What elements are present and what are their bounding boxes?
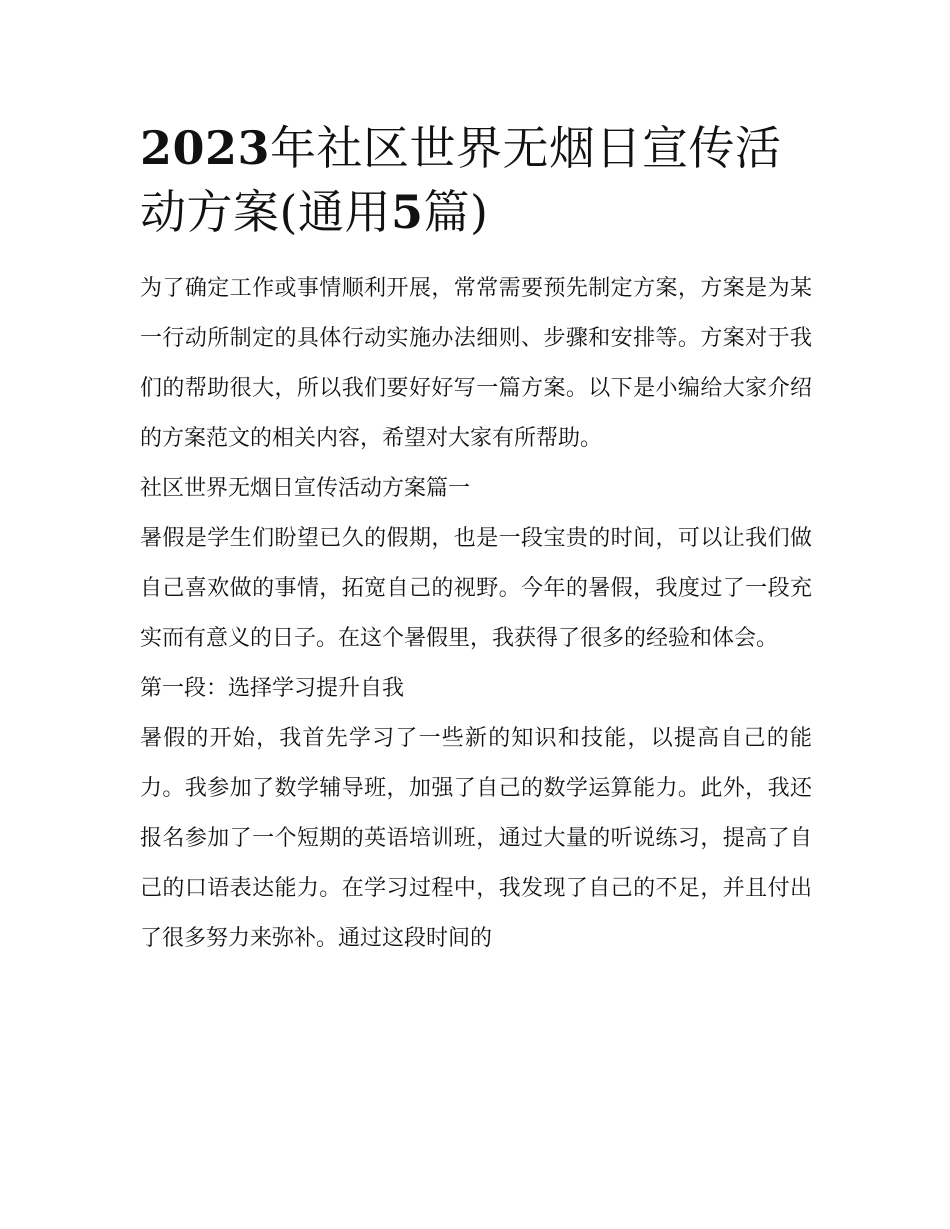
document-body <box>140 264 812 964</box>
intro-paragraph: 为了确定工作或事情顺利开展，常常需要预先制定方案，方案是为某一行动所制定的具体行动实施办法细则、步骤和安排等。方案对于我们的帮助很大，所以我们要好好写一篇方案。以下是小编给大家介绍的方案范文的相关内容，希望对大家有所帮助。 <box>140 276 812 451</box>
subsection-heading: 第一段：选择学习提升自我 <box>140 676 405 701</box>
document-title: 2023年社区世界无烟日宣传活动方案(通用5篇) <box>140 121 782 239</box>
document-page <box>140 116 812 964</box>
section-heading: 社区世界无烟日宣传活动方案篇一 <box>140 476 471 501</box>
body-paragraph: 暑假是学生们盼望已久的假期，也是一段宝贵的时间，可以让我们做自己喜欢做的事情，拓宽自己的视野。今年的暑假，我度过了一段充实而有意义的日子。在这个暑假里，我获得了很多的经验和体会。 <box>140 526 812 651</box>
body-paragraph: 暑假的开始，我首先学习了一些新的知识和技能，以提高自己的能力。我参加了数学辅导班，加强了自己的数学运算能力。此外，我还报名参加了一个短期的英语培训班，通过大量的听说练习，提高了自己的口语表达能力。在学习过程中，我发现了自己的不足，并且付出了很多努力来弥补。通过这段时间的 <box>140 726 812 951</box>
